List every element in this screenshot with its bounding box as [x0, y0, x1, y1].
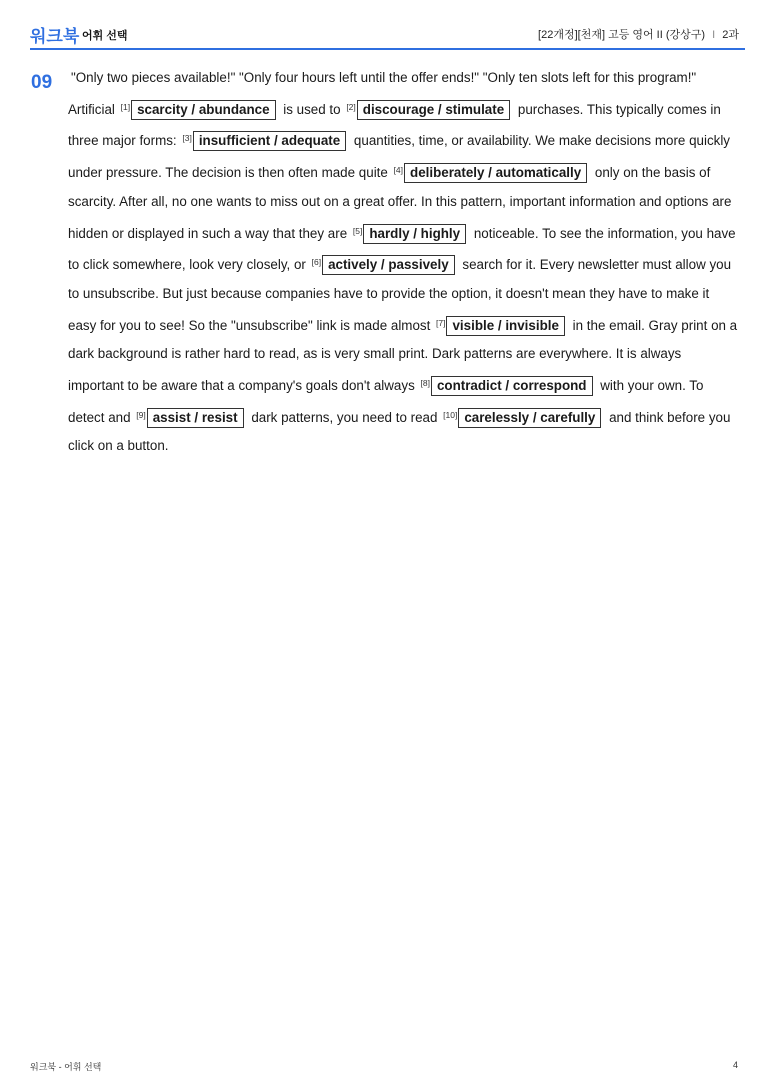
vocab-choice-box[interactable]: contradict / correspond [431, 376, 593, 396]
vocab-choice-box[interactable]: actively / passively [322, 255, 455, 275]
question-number: 09 [31, 72, 53, 93]
passage-text: only on the basis of scarcity. After all, no one wants to miss out on a great offer. In this pattern, important information and options are hidden or displayed in such a way that they are [68, 165, 732, 241]
passage-text: is used to [279, 101, 345, 117]
blank-marker: [1] [120, 101, 131, 112]
passage-text: with your own. To detect and [68, 378, 704, 425]
blank-marker: [7] [436, 317, 446, 328]
vocab-choice-box[interactable]: discourage / stimulate [357, 100, 510, 120]
blank-marker: [3] [182, 133, 192, 144]
vocab-choice-box[interactable]: carelessly / carefully [458, 408, 601, 428]
page-number: 4 [732, 1060, 738, 1070]
blank-marker: [9] [136, 409, 146, 420]
page-header [30, 22, 745, 50]
workbook-brand: 워크북 [30, 27, 80, 46]
vocab-choice-box[interactable]: deliberately / automatically [404, 163, 587, 183]
vocab-choice-box[interactable]: hardly / highly [363, 224, 466, 244]
blank-marker: [8] [420, 378, 430, 389]
vocab-choice-box[interactable]: assist / resist [147, 408, 244, 428]
vocab-choice-box[interactable]: scarcity / abundance [131, 100, 275, 120]
question-passage [68, 64, 740, 461]
passage-text: in the email. Gray print on a dark background is rather hard to read, as is very small print. Dark patterns are everywhere. It is always important to be aware that a company's goals don't always [68, 317, 738, 394]
blank-marker: [10] [443, 409, 458, 420]
passage-text: dark patterns, you need to read [247, 409, 442, 425]
blank-marker: [6] [311, 257, 322, 268]
blank-marker: [4] [393, 165, 404, 176]
lesson-label: 2과 [722, 29, 739, 41]
passage-text: noticeable. To see the information, you have to click somewhere, look very closely, or [68, 225, 736, 273]
blank-marker: [2] [346, 101, 356, 112]
passage-text: purchases. This typically comes in three major forms: [68, 101, 721, 149]
section-title: 어휘 선택 [82, 30, 128, 42]
vocab-choice-box[interactable]: visible / invisible [446, 316, 564, 336]
course-name: [22개정][천재] 고등 영어 II (강상구) [538, 29, 706, 41]
footer-label: 워크북 - 어휘 선택 [30, 1062, 102, 1072]
blank-marker: [5] [352, 225, 363, 236]
vocab-choice-box[interactable]: insufficient / adequate [193, 131, 346, 151]
passage-text: quantities, time, or availability. We make decisions more quickly under pressure. The decision is then often made quite [68, 133, 731, 181]
passage-text: search for it. Every newsletter must allow you to unsubscribe. But just because companies have to provide the option, it doesn't mean they have to make it easy for you to see! So the "unsubscribe" link is made almost [68, 257, 732, 333]
course-info [538, 26, 739, 42]
header-separator: I [712, 29, 716, 41]
passage-text: and think before you click on a button. [68, 409, 731, 454]
passage-text: "Only two pieces available!" "Only four hours left until the offer ends!" "Only ten slots left for this program!" Artificial [68, 70, 697, 117]
